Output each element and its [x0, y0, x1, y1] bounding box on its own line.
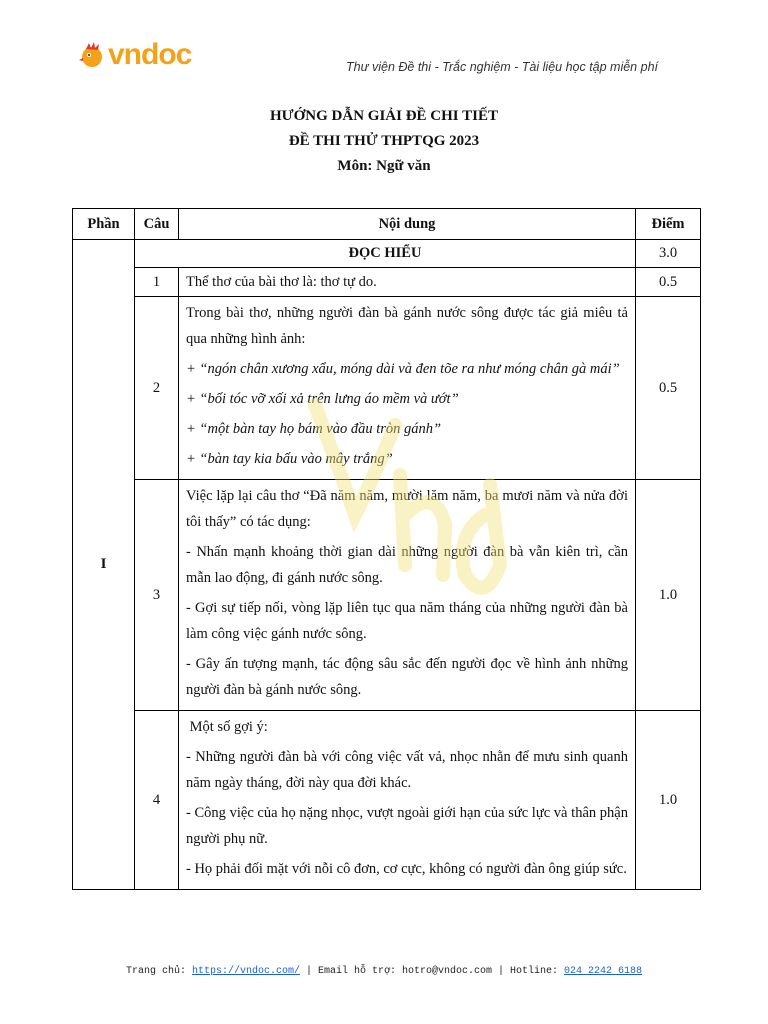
- answer-line: + “một bàn tay họ bám vào đầu tròn gánh”: [186, 421, 442, 437]
- footer-email-label: | Email hỗ trợ: hotro@vndoc.com | Hotline:: [299, 966, 565, 977]
- question-score: 1.0: [636, 480, 701, 711]
- answer-line: - Nhấn mạnh khoảng thời gian dài những người đàn bà vẫn kiên trì, cần mẫn lao động, đi gánh nước sông.: [186, 544, 628, 586]
- footer-hotline-link[interactable]: 024 2242 6188: [564, 966, 643, 977]
- answer-line: Một số gợi ý:: [186, 719, 268, 735]
- question-score: 0.5: [636, 268, 701, 297]
- answer-line: Việc lặp lại câu thơ “Đã năm năm, mười lăm năm, ba mươi năm và nửa đời tôi thấy” có tác dụng:: [186, 488, 628, 530]
- header-score: Điểm: [636, 209, 701, 240]
- site-tagline: Thư viện Đề thi - Trắc nghiệm - Tài liệu học tập miễn phí: [346, 60, 658, 74]
- question-number: 1: [135, 268, 179, 297]
- answer-line: - Những người đàn bà với công việc vất vả, nhọc nhằn để mưu sinh quanh năm ngày tháng, đời này qua đời khác.: [186, 749, 628, 791]
- section-score: 3.0: [636, 240, 701, 268]
- page-footer: [0, 966, 768, 977]
- section-title: ĐỌC HIỂU: [135, 240, 636, 268]
- answer-line: Thể thơ của bài thơ là: thơ tự do.: [186, 274, 377, 290]
- answer-line: - Công việc của họ nặng nhọc, vượt ngoài giới hạn của sức lực và thân phận người phụ nữ.: [186, 805, 628, 847]
- answer-line: Trong bài thơ, những người đàn bà gánh nước sông được tác giả miêu tả qua những hình ảnh:: [186, 305, 628, 347]
- doc-title-subject: Môn: Ngữ văn: [337, 158, 431, 174]
- question-number: 4: [135, 711, 179, 890]
- table-header-row: [73, 209, 701, 240]
- question-score: 0.5: [636, 297, 701, 480]
- section-row: [73, 240, 701, 268]
- footer-home-link[interactable]: https://vndoc.com/: [191, 966, 300, 977]
- table-row: [73, 711, 701, 890]
- answer-content: [179, 297, 636, 480]
- table-row: [73, 480, 701, 711]
- answer-table: [72, 208, 701, 890]
- vndoc-logo[interactable]: [78, 40, 191, 70]
- rooster-logo-icon: [78, 41, 106, 69]
- doc-title-main: HƯỚNG DẪN GIẢI ĐỀ CHI TIẾT: [270, 108, 498, 124]
- part-label: I: [73, 240, 135, 890]
- header-question: Câu: [135, 209, 179, 240]
- page-header: [0, 0, 768, 100]
- footer-home-label: Trang chủ:: [125, 966, 192, 977]
- header-part: Phần: [73, 209, 135, 240]
- answer-line: + “bàn tay kia bấu vào mây trắng”: [186, 451, 393, 467]
- answer-content: [179, 480, 636, 711]
- answer-line: + “bối tóc vỡ xối xả trên lưng áo mềm và ướt”: [186, 391, 459, 407]
- header-content: Nội dung: [179, 209, 636, 240]
- document-titles: [0, 104, 768, 179]
- question-number: 2: [135, 297, 179, 480]
- table-row: [73, 268, 701, 297]
- question-score: 1.0: [636, 711, 701, 890]
- answer-line: - Gợi sự tiếp nối, vòng lặp liên tục qua năm tháng của những người đàn bà làm công việc gánh nước sông.: [186, 600, 628, 642]
- answer-line: - Họ phải đối mặt với nỗi cô đơn, cơ cực, không có người đàn ông giúp sức.: [186, 861, 627, 877]
- table-row: [73, 297, 701, 480]
- logo-text: vndoc: [108, 38, 192, 71]
- answer-content: [179, 711, 636, 890]
- question-number: 3: [135, 480, 179, 711]
- answer-content: [179, 268, 636, 297]
- answer-line: - Gây ấn tượng mạnh, tác động sâu sắc đến người đọc về hình ảnh những người đàn bà gánh nước sông.: [186, 656, 628, 698]
- doc-title-exam: ĐỀ THI THỬ THPTQG 2023: [288, 133, 480, 149]
- answer-line: + “ngón chân xương xẩu, móng dài và đen tõe ra như móng chân gà mái”: [186, 361, 620, 377]
